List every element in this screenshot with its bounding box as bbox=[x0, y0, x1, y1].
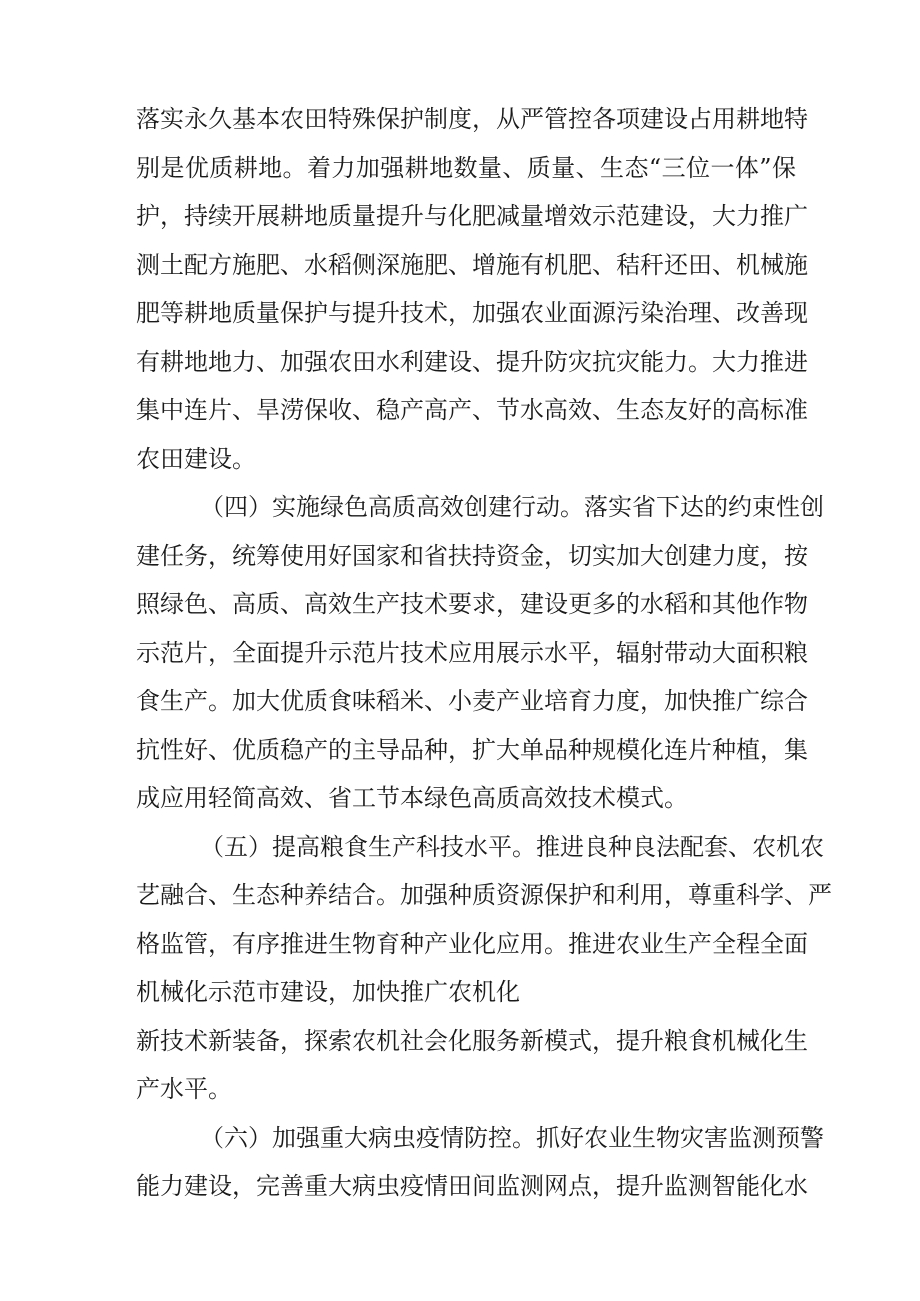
text-line: 护，持续开展耕地质量提升与化肥减量增效示范建设，大力推广 bbox=[136, 202, 808, 230]
section-heading-line: （六）加强重大病虫疫情防控。抓好农业生物灾害监测预警 bbox=[200, 1123, 824, 1152]
text-line: 机械化示范市建设，加快推广农机化 bbox=[136, 978, 520, 1006]
text-line: 格监管，有序推进生物育种产业化应用。推进农业生产全程全面 bbox=[136, 929, 808, 958]
text-line: 集中连片、旱涝保收、稳产高产、节水高效、生态友好的高标准 bbox=[136, 396, 808, 424]
text-line: 肥等耕地质量保护与提升技术，加强农业面源污染治理、改善现 bbox=[136, 299, 808, 327]
text-line: 产水平。 bbox=[136, 1075, 232, 1103]
text-line: 能力建设，完善重大病虫疫情田间监测网点，提升监测智能化水 bbox=[136, 1172, 808, 1200]
text-line: 成应用轻简高效、省工节本绿色高质高效技术模式。 bbox=[136, 784, 688, 812]
text-line: 抗性好、优质稳产的主导品种，扩大单品种规模化连片种植，集 bbox=[136, 735, 808, 764]
text-line: 建任务，统筹使用好国家和省扶持资金，切实加大创建力度，按 bbox=[136, 541, 808, 570]
body-text bbox=[136, 95, 832, 1211]
text-line: 示范片，全面提升示范片技术应用展示水平，辐射带动大面积粮 bbox=[136, 638, 808, 667]
text-line: 别是优质耕地。着力加强耕地数量、质量、生态“三位一体”保 bbox=[136, 153, 796, 182]
text-line: 照绿色、高质、高效生产技术要求，建设更多的水稻和其他作物 bbox=[136, 590, 808, 618]
text-line: 食生产。加大优质食味稻米、小麦产业培育力度，加快推广综合 bbox=[136, 687, 808, 715]
text-line: 新技术新装备，探索农机社会化服务新模式，提升粮食机械化生 bbox=[136, 1026, 808, 1055]
text-line: 艺融合、生态种养结合。加强种质资源保护和利用，尊重科学、严 bbox=[136, 881, 832, 909]
section-heading-line: （四）实施绿色高质高效创建行动。落实省下达的约束性创 bbox=[200, 493, 824, 521]
text-line: 落实永久基本农田特殊保护制度，从严管控各项建设占用耕地特 bbox=[136, 105, 808, 133]
text-line: 农田建设。 bbox=[136, 444, 256, 473]
section-heading-line: （五）提高粮食生产科技水平。推进良种良法配套、农机农 bbox=[200, 832, 824, 861]
text-line: 测土配方施肥、水稻侧深施肥、增施有机肥、秸秆还田、机械施 bbox=[136, 250, 808, 279]
text-line: 有耕地地力、加强农田水利建设、提升防灾抗灾能力。大力推进 bbox=[136, 347, 808, 376]
